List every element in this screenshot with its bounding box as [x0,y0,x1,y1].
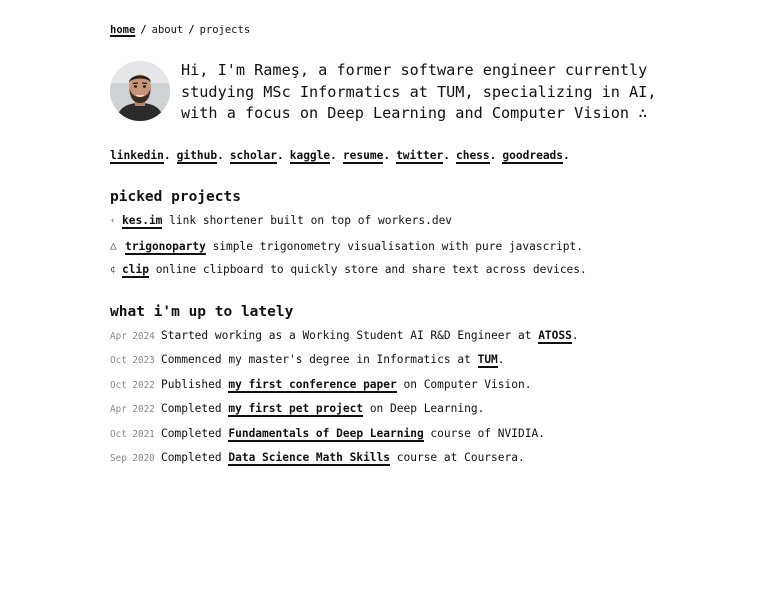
update-text: Completed [161,426,229,440]
update-date: Oct 2022 [110,379,155,391]
social-separator: . [276,149,284,162]
social-separator: . [383,149,391,162]
update-date: Apr 2024 [110,331,155,342]
update-text: on Deep Learning. [363,402,485,416]
avatar [110,61,170,121]
update-text: Completed [161,402,229,416]
triangle-icon: △ [110,238,117,252]
social-separator: . [163,149,171,162]
intro-line: Hi, I'm Rameş, a former software engineer currently [181,61,648,79]
link-icon: ‹ [110,216,116,226]
update-date: Oct 2023 [110,355,155,367]
update-text: on Computer Vision. [396,377,532,391]
list-item [110,237,587,262]
update-text: Completed [161,450,229,464]
updates-heading: what i'm up to lately [110,304,294,320]
update-text: course at Coursera. [390,450,525,464]
update-text: . [571,329,579,342]
update-text: Published [161,377,229,391]
update-text: Started working as a Working Student AI R&D Engineer at [161,329,539,342]
list-item [110,212,587,237]
update-link-conference-paper[interactable]: my first conference paper [228,377,397,391]
social-separator: . [217,149,224,162]
update-date: Apr 2022 [110,404,155,416]
intro-text [181,60,671,125]
update-text: Commenced my master's degree in Informatics at [161,353,478,367]
project-link-kes-im[interactable]: kes.im [122,214,163,227]
projects-heading: picked projects [110,189,241,205]
social-separator: . [443,149,450,162]
breadcrumb-separator: / [188,24,195,36]
github-link[interactable]: github [176,149,218,162]
project-description: link shortener built on top of workers.dev [162,214,453,227]
intro-line: with a focus on Deep Learning and Computer Vision ∴ [181,104,648,122]
list-item [110,351,579,375]
update-date: Sep 2020 [110,452,155,464]
list-item [110,400,579,424]
scholar-link[interactable]: scholar [229,149,277,162]
social-links [110,147,576,165]
breadcrumb-separator: / [140,24,147,36]
update-text: course of NVIDIA. [423,426,545,440]
goodreads-link[interactable]: goodreads [502,149,564,162]
breadcrumb-about-link[interactable]: about [151,24,184,36]
project-description: simple trigonometry visualisation with pure javascript. [205,239,584,253]
breadcrumb [110,22,250,38]
intro [110,60,670,124]
linkedin-link[interactable]: linkedin [110,149,164,162]
update-date: Oct 2021 [110,428,155,440]
update-link-tum[interactable]: TUM [477,353,498,367]
update-list [110,327,579,473]
intro-line: studying MSc Informatics at TUM, specializing in AI, [181,82,657,101]
social-separator: . [489,149,497,162]
update-link-nvidia-course[interactable]: Fundamentals of Deep Learning [228,426,424,440]
project-list [110,212,587,286]
breadcrumb-projects-link[interactable]: projects [199,24,251,36]
chess-link[interactable]: chess [455,149,490,162]
list-item [110,327,579,351]
kaggle-link[interactable]: kaggle [289,149,331,162]
social-separator: . [330,149,337,162]
social-separator: . [563,149,570,162]
list-item [110,376,579,400]
list-item [110,425,579,449]
update-link-coursera-course[interactable]: Data Science Math Skills [228,450,391,464]
resume-link[interactable]: resume [342,149,384,162]
update-text: . [497,353,505,367]
list-item [110,261,587,286]
project-link-clip[interactable]: clip [122,263,149,276]
update-link-pet-project[interactable]: my first pet project [228,402,364,416]
twitter-link[interactable]: twitter [396,149,444,162]
project-link-trigonoparty[interactable]: trigonoparty [125,239,206,253]
project-description: online clipboard to quickly store and share text across devices. [148,263,587,276]
list-item [110,449,579,473]
clipboard-icon: ¢ [110,265,116,275]
breadcrumb-home-link[interactable]: home [110,24,136,36]
profile-photo-icon [110,61,170,121]
update-link-atoss[interactable]: ATOSS [538,329,572,342]
